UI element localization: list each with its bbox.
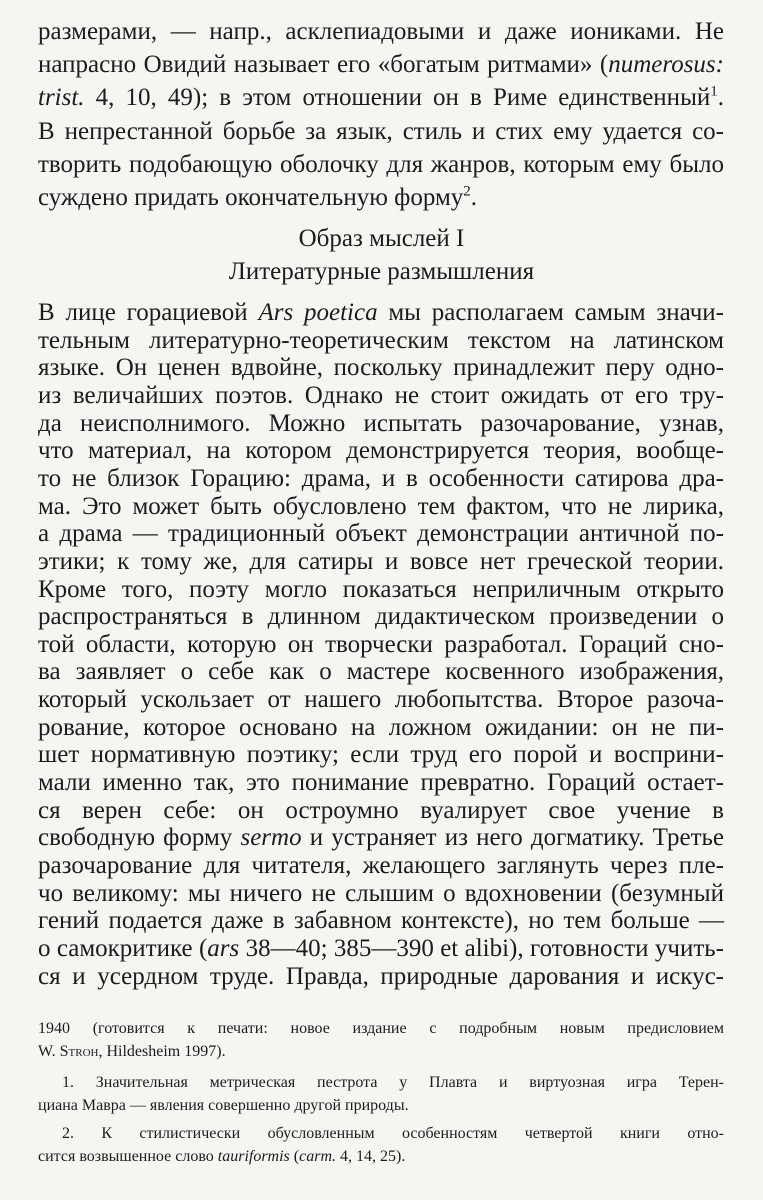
text-line: шет нормативную поэтику; если труд его порой и восприни- (38, 741, 724, 769)
footnote-line: 1940 (готовится к печати: новое издание с подробным новым предисловием (38, 1020, 724, 1037)
section-title: Образ мыслей I (298, 225, 465, 252)
text-line: trist. 4, 10, 49); в этом отношении он в Риме единственный$^1$. (38, 84, 724, 112)
text-line: из величайших поэтов. Однако не стоит ожидать от его тру- (38, 381, 724, 409)
text-line: суждено придать окончательную форму$^2$. (38, 183, 478, 211)
text-line: мали именно так, это понимание превратно. Гораций остает- (38, 769, 724, 797)
author-name: Stroh (59, 1043, 99, 1060)
text-line: этики; к тому же, для сатиры и вовсе нет греческой теории. (38, 547, 724, 575)
footnote-marker: 1 (710, 84, 718, 101)
text-line: о самокритике (ars 38—40; 385—390 et alibi), готовности учить- (38, 934, 724, 962)
text-line: который ускользает от нашего любопытства. Второе разоча- (38, 686, 724, 714)
section-subtitle: Литературные размышления (228, 258, 535, 285)
footnote-marker: 2 (463, 183, 471, 200)
text-line: ва заявляет о себе как о мастере косвенного изображения, (38, 658, 724, 686)
text-line: рование, которое основано на ложном ожидании: он не пи- (38, 713, 724, 741)
italic-term: ars (207, 934, 240, 962)
text-line: свободную форму sermo и устраняет из него догматику. Третье (38, 824, 724, 852)
footnote-line: циана Мавра — явления совершенно другой природы. (38, 1097, 409, 1114)
text-line: то не близок Горацию: драма, и в особенности сатирова дра- (38, 464, 724, 492)
text-line: ся и усердном труде. Правда, природные дарования и искус- (38, 962, 724, 990)
italic-term: numerosus: (608, 51, 724, 79)
text-line: той области, которую он творчески разработал. Гораций сно- (38, 630, 724, 658)
footnote-line: сится возвышенное слово tauriformis (carm. 4, 14, 25). (38, 1148, 406, 1165)
text-line: языке. Он ценен вдвойне, поскольку принадлежит перу одно- (38, 354, 724, 382)
text-line: тельным литературно-теоретическим текстом на латинском (38, 326, 724, 354)
text-line: В непрестанной борьбе за язык, стиль и стих ему удается со- (38, 117, 724, 145)
italic-term: Ars poetica (258, 299, 378, 326)
text-line: В лице горациевой Ars poetica мы располагаем самым значи- (38, 299, 724, 326)
footnote-line: 2. К стилистически обусловленным особенностям четвертой книги отно- (62, 1125, 724, 1142)
footnote-line: 1. Значительная метрическая пестрота у Плавта и виртуозная игра Терен- (62, 1074, 724, 1091)
text-line: гений подается даже в забавном контексте), но тем больше — (38, 907, 724, 935)
text-line: разочарование для читателя, желающего заглянуть через пле- (38, 852, 724, 879)
italic-term: sermo (240, 824, 302, 852)
text-line: творить подобающую оболочку для жанров, которым ему было (38, 150, 724, 178)
text-line: чо великому: мы ничего не слышим о вдохновении (безумный (38, 879, 724, 907)
text-line: ма. Это может быть обусловлено тем фактом, что не лирика, (38, 492, 724, 520)
text-line: распространяться в длинном дидактическом произведении о (38, 603, 724, 631)
text-line: размерами, — напр., асклепиадовыми и даже иониками. Не (38, 18, 724, 45)
text-line: Кроме того, поэту могло показаться неприличным открыто (38, 575, 724, 603)
text-line: ся верен себе: он остроумно вуалирует свое учение в (38, 796, 724, 824)
text-line: напрасно Овидий называет его «богатым ритмами» (numerosus: (38, 51, 724, 79)
italic-term: trist. (38, 84, 85, 112)
italic-term: tauriformis (217, 1148, 290, 1165)
text-line: а драма — традиционный объект демонстрации античной по- (38, 520, 724, 548)
italic-term: carm. (299, 1148, 336, 1165)
text-line: что материал, на котором демонстрируется теория, вообще- (38, 437, 724, 465)
text-line: да неисполнимого. Можно испытать разочарование, узнав, (38, 409, 724, 437)
footnote-line: W. Stroh, Hildesheim 1997). (38, 1043, 226, 1060)
